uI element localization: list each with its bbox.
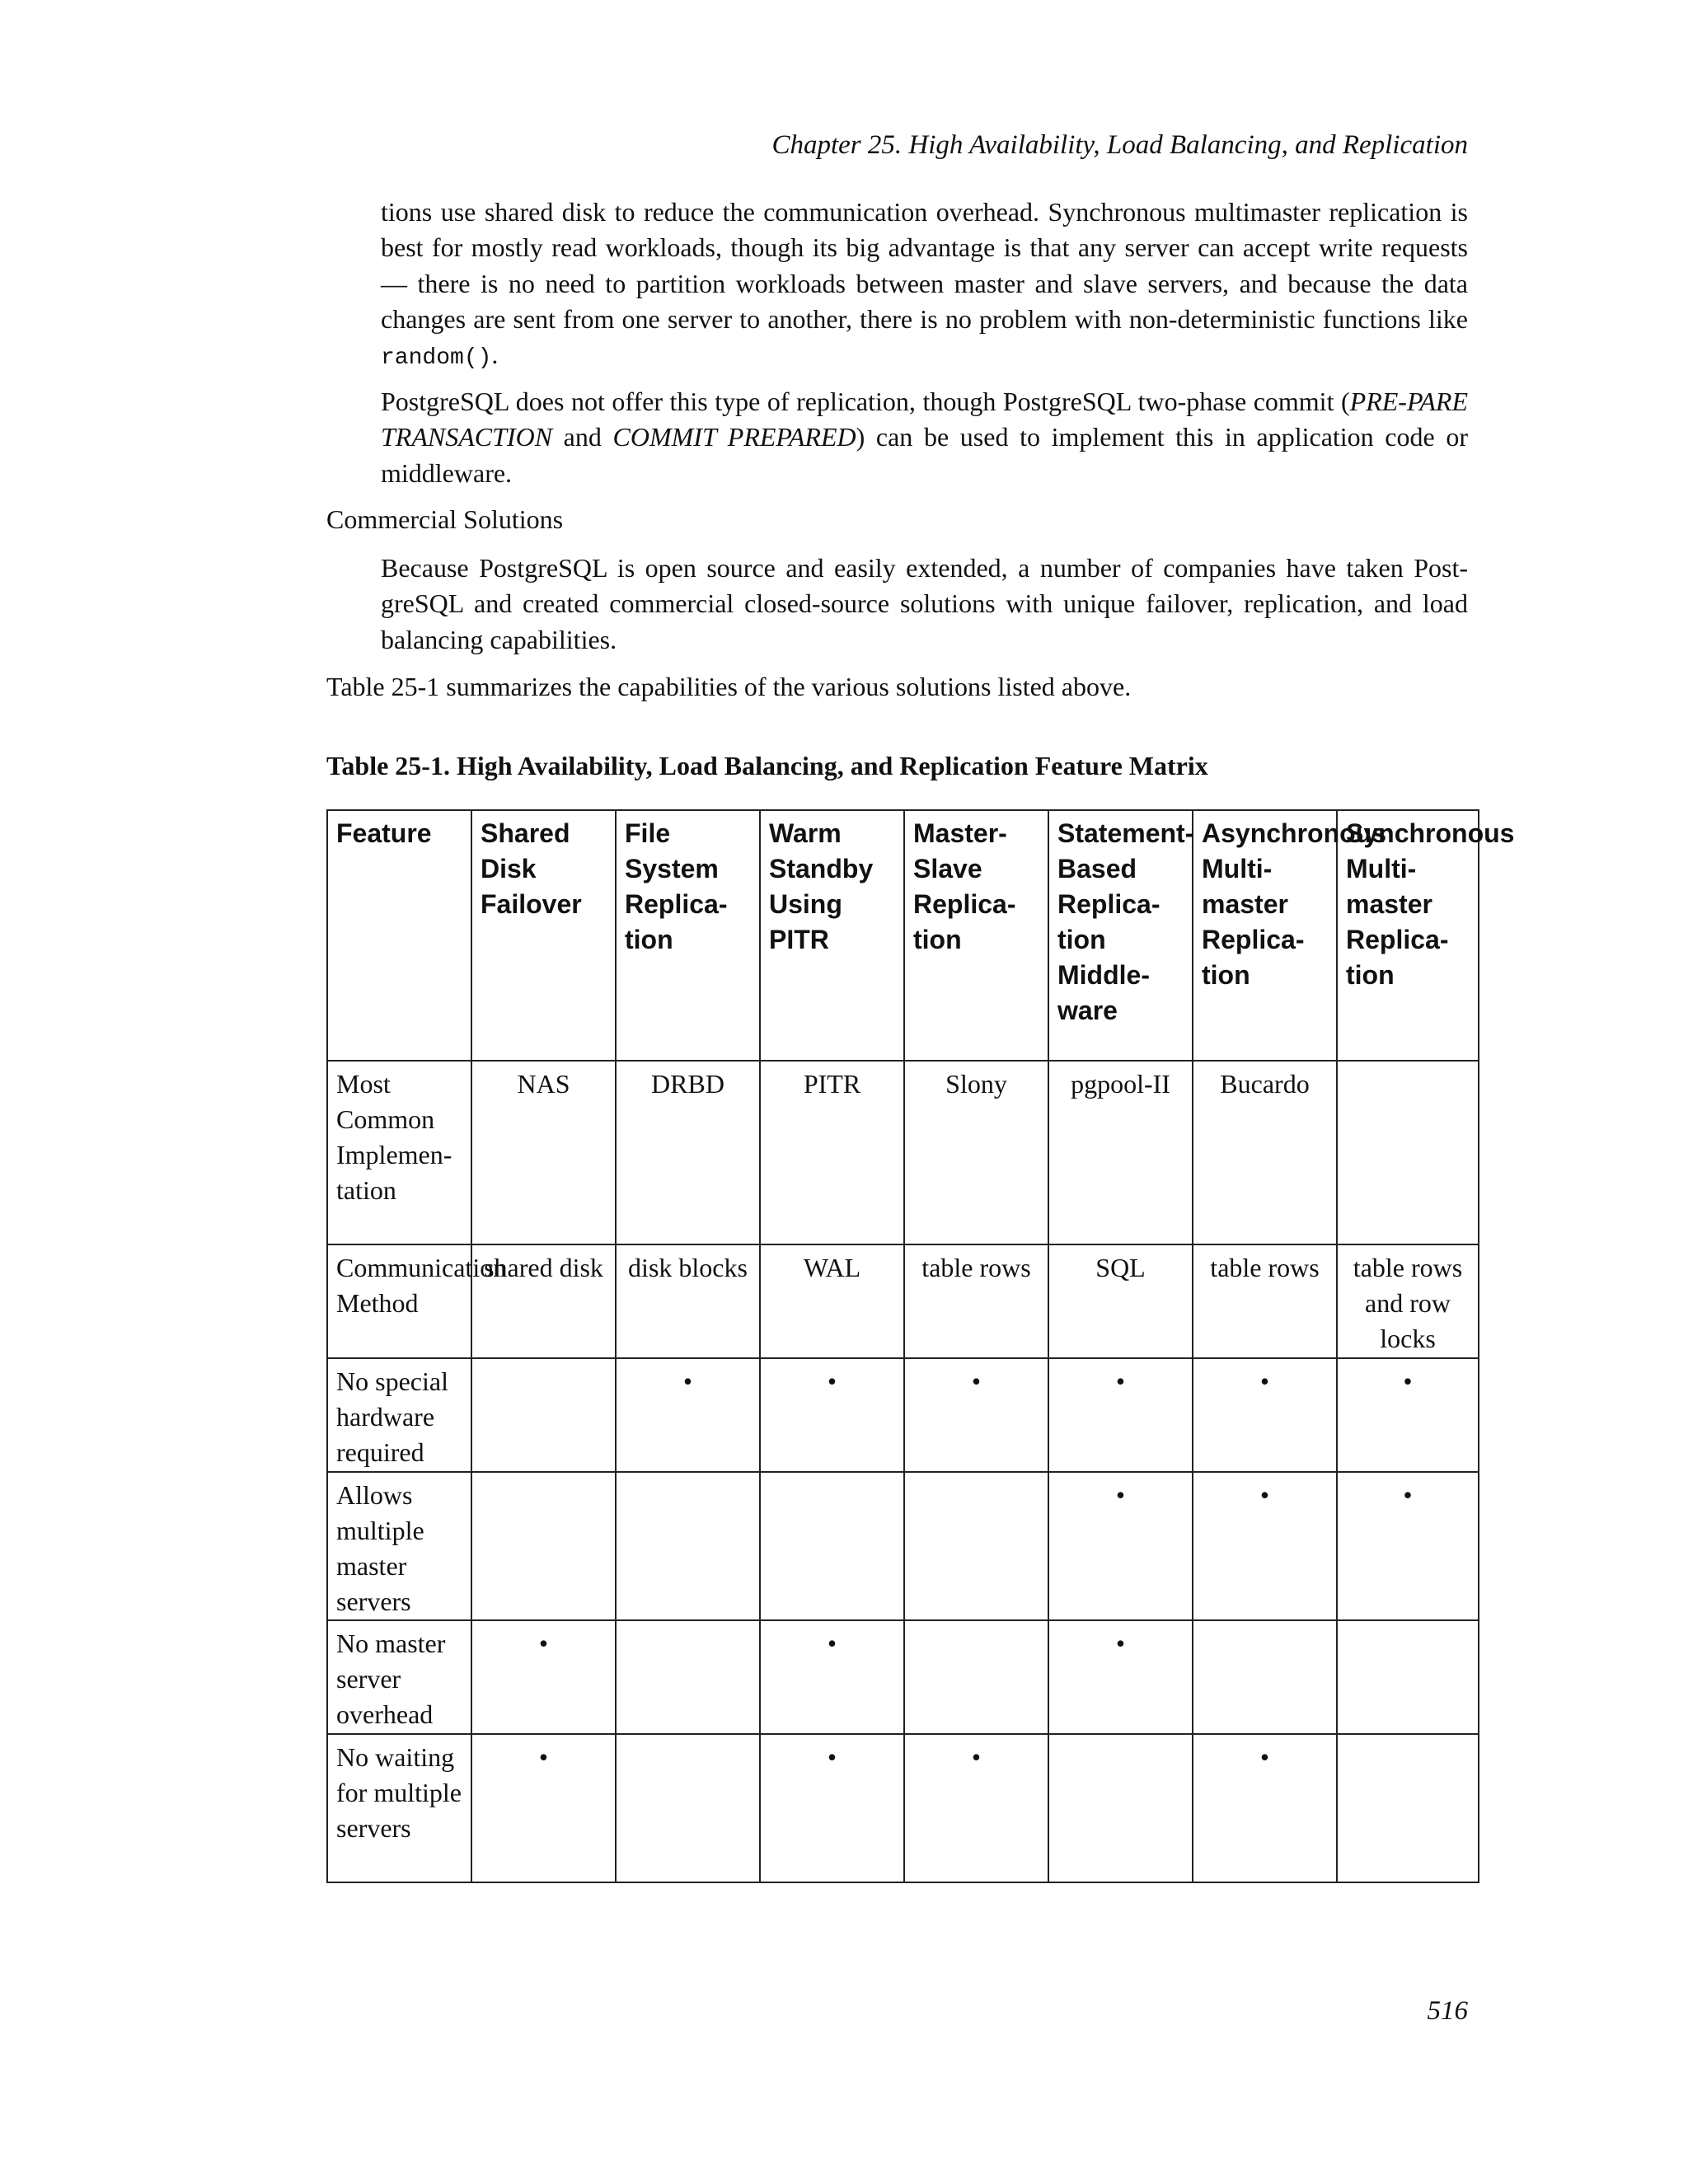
table-cell bbox=[904, 1472, 1048, 1620]
table-cell: disk blocks bbox=[616, 1244, 760, 1358]
table-row bbox=[327, 1244, 1479, 1358]
column-header: File System Replica-tion bbox=[616, 810, 760, 1061]
table-cell: NAS bbox=[471, 1061, 616, 1244]
table-cell bbox=[1337, 1734, 1479, 1882]
table-cell bbox=[904, 1620, 1048, 1734]
table-cell bbox=[616, 1734, 760, 1882]
column-header: Statement-Based Replica-tion Middle-ware bbox=[1048, 810, 1193, 1061]
paragraph-multimaster: tions use shared disk to reduce the communication overhead. Synchronous multimaster replication is best for mostly read workloads, though its big advantage is that any server can accept write requests — there is no need to partition workloads between master and slave servers, and because the data changes are sent from one server to another, there is no problem with non-deterministic functions like random(). bbox=[381, 197, 1468, 372]
table-cell: WAL bbox=[760, 1244, 904, 1358]
table-row bbox=[327, 1358, 1479, 1472]
paragraph-postgres-2pc: PostgreSQL does not offer this type of replication, though PostgreSQL two-phase commit (PRE-PARE TRANSACTION and COMMIT PREPARED) can be used to implement this in application code or middleware. bbox=[381, 387, 1469, 488]
table-cell: • bbox=[616, 1358, 760, 1472]
row-header: No special hardware required bbox=[327, 1358, 471, 1472]
table-cell: shared disk bbox=[471, 1244, 616, 1358]
table-cell: • bbox=[904, 1734, 1048, 1882]
row-header: Communication Method bbox=[327, 1244, 471, 1358]
table-cell bbox=[471, 1472, 616, 1620]
column-header: Warm Standby Using PITR bbox=[760, 810, 904, 1061]
table-cell: PITR bbox=[760, 1061, 904, 1244]
table-cell bbox=[616, 1472, 760, 1620]
paragraph-table-summary: Table 25-1 summarizes the capabilities of the various solutions listed above. bbox=[326, 672, 1132, 701]
column-header: Shared Disk Failover bbox=[471, 810, 616, 1061]
running-header: Chapter 25. High Availability, Load Balancing, and Replication bbox=[771, 130, 1468, 160]
table-cell: • bbox=[904, 1358, 1048, 1472]
table-cell: • bbox=[1048, 1358, 1193, 1472]
table-cell: • bbox=[1193, 1358, 1337, 1472]
table-cell bbox=[1048, 1734, 1193, 1882]
column-header: Master-Slave Replica-tion bbox=[904, 810, 1048, 1061]
table-cell: • bbox=[760, 1734, 904, 1882]
table-cell: • bbox=[471, 1734, 616, 1882]
inline-code: random() bbox=[381, 345, 492, 372]
table-cell bbox=[1337, 1061, 1479, 1244]
column-header: Synchronous Multi-master Replica-tion bbox=[1337, 810, 1479, 1061]
table-cell: • bbox=[1048, 1620, 1193, 1734]
table-cell: • bbox=[471, 1620, 616, 1734]
row-header: Most Common Implemen-tation bbox=[327, 1061, 471, 1244]
table-cell: table rows bbox=[1193, 1244, 1337, 1358]
table-header-row bbox=[327, 810, 1479, 1061]
table-row bbox=[327, 1472, 1479, 1620]
feature-matrix-table bbox=[326, 809, 1515, 1883]
table-cell bbox=[471, 1358, 616, 1472]
row-header: No waiting for multiple servers bbox=[327, 1734, 471, 1882]
table-cell: table rows bbox=[904, 1244, 1048, 1358]
paragraph-commercial: Because PostgreSQL is open source and easily extended, a number of companies have taken Post-greSQL and created commercial closed-source solutions with unique failover, replication, and load balancing capabilities. bbox=[381, 553, 1468, 654]
emphasis-prepare-transaction: PRE-PARE TRANSACTION bbox=[381, 387, 1468, 452]
table-row bbox=[327, 1061, 1479, 1244]
table-row bbox=[327, 1734, 1479, 1882]
row-header: No master server overhead bbox=[327, 1620, 471, 1734]
table-cell: table rows and row locks bbox=[1337, 1244, 1479, 1358]
table-cell: pgpool-II bbox=[1048, 1061, 1193, 1244]
table-cell: • bbox=[1337, 1472, 1479, 1620]
table-cell: • bbox=[1193, 1734, 1337, 1882]
table-cell: Slony bbox=[904, 1061, 1048, 1244]
table-cell: • bbox=[760, 1620, 904, 1734]
term-commercial-solutions: Commercial Solutions bbox=[326, 504, 564, 534]
table-cell: • bbox=[760, 1358, 904, 1472]
table-cell: SQL bbox=[1048, 1244, 1193, 1358]
column-header: Feature bbox=[327, 810, 471, 1061]
table-cell: • bbox=[1337, 1358, 1479, 1472]
table-cell bbox=[616, 1620, 760, 1734]
table-caption: Table 25-1. High Availability, Load Balancing, and Replication Feature Matrix bbox=[326, 751, 1208, 780]
table-cell: • bbox=[1048, 1472, 1193, 1620]
column-header: Asynchronous Multi-master Replica-tion bbox=[1193, 810, 1337, 1061]
table-cell: Bucardo bbox=[1193, 1061, 1337, 1244]
table-cell: • bbox=[1193, 1472, 1337, 1620]
row-header: Allows multiple master servers bbox=[327, 1472, 471, 1620]
page-number: 516 bbox=[1427, 1996, 1468, 2026]
table-row bbox=[327, 1620, 1479, 1734]
table-cell: DRBD bbox=[616, 1061, 760, 1244]
table-cell bbox=[760, 1472, 904, 1620]
table-cell bbox=[1337, 1620, 1479, 1734]
emphasis-commit-prepared: COMMIT PREPARED bbox=[612, 422, 856, 452]
table-cell bbox=[1193, 1620, 1337, 1734]
